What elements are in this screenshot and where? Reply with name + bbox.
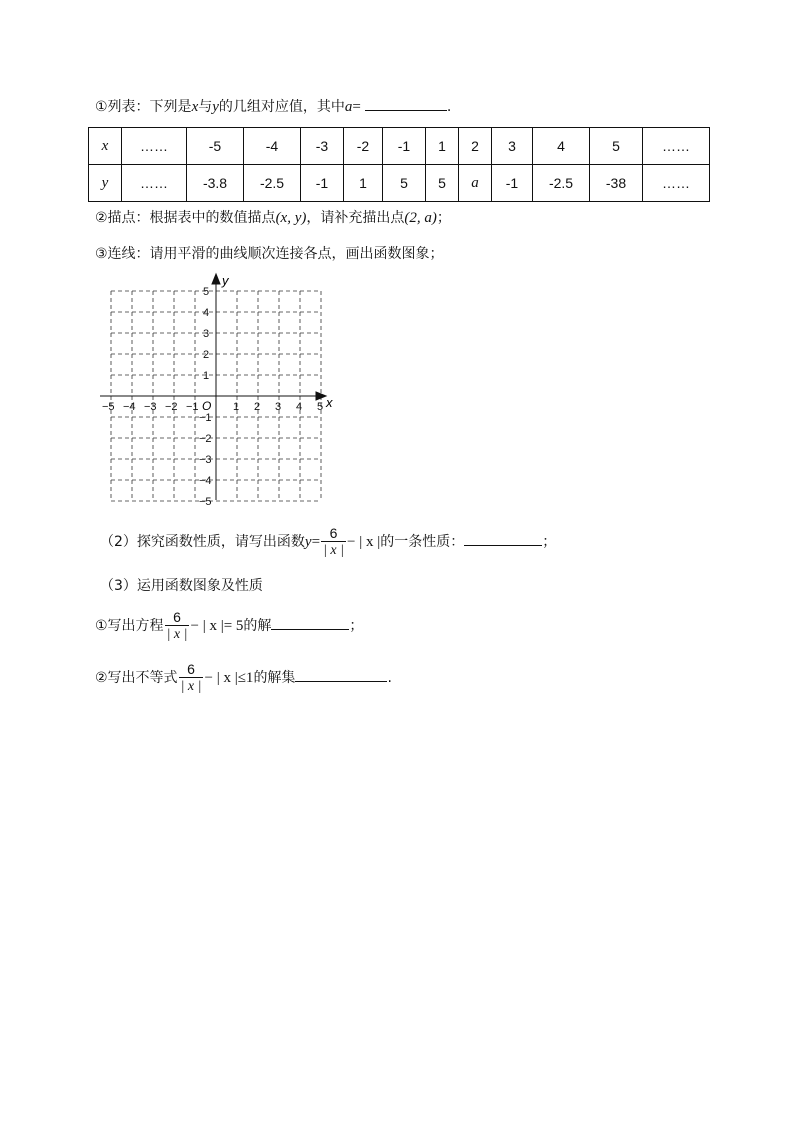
x-tick-label: −4 <box>123 401 136 413</box>
p3b-end: . <box>387 670 392 686</box>
y-axis-label: y <box>222 273 229 288</box>
x-tick-labels <box>102 401 323 413</box>
q1-mid2: 的几组对应值，其中 <box>218 99 345 115</box>
table-cell: -2.5 <box>244 165 301 202</box>
x-tick-label: −5 <box>102 401 115 413</box>
x-tick-label: −2 <box>165 401 178 413</box>
part2-end: ； <box>542 534 557 550</box>
table-cell: 3 <box>492 128 533 165</box>
fraction-numerator: 6 <box>187 661 195 677</box>
q1-end: . <box>446 99 452 115</box>
value-table <box>88 127 710 202</box>
table-cell: 1 <box>426 128 459 165</box>
row-label-y: y <box>89 165 122 202</box>
table-cell: …… <box>122 165 187 202</box>
p3a-label: ①写出方程 <box>95 618 164 634</box>
p3a-line <box>95 606 363 646</box>
fraction-denominator: | x | <box>323 543 344 558</box>
answer-blank-a[interactable] <box>365 96 447 111</box>
table-cell: -1 <box>492 165 533 202</box>
fraction-denominator: | x | <box>166 627 188 642</box>
part2-minus: − | x | <box>346 534 381 550</box>
part2-lhs: y <box>304 534 312 550</box>
p3b-line <box>95 658 392 698</box>
answer-blank-equation[interactable] <box>271 615 349 630</box>
table-cell: -3 <box>301 128 344 165</box>
var-y: y <box>212 99 219 115</box>
y-tick-label: 1 <box>203 370 210 382</box>
y-tick-labels <box>199 286 212 508</box>
fraction-numerator: 6 <box>173 609 181 625</box>
x-tick-label: 2 <box>254 401 261 413</box>
y-tick-label: 2 <box>203 349 210 361</box>
table-cell: -3.8 <box>187 165 244 202</box>
origin-label: O <box>202 399 212 413</box>
table-cell: -4 <box>244 128 301 165</box>
q1-label: ①列表：下列是 <box>95 99 192 115</box>
table-cell: 5 <box>383 165 426 202</box>
answer-blank-inequality[interactable] <box>295 667 387 682</box>
table-cell: -2 <box>344 128 383 165</box>
part2-label: （2）探究函数性质，请写出函数 <box>100 534 305 550</box>
table-cell: 5 <box>590 128 643 165</box>
q2-label: ②描点：根据表中的数值描点 <box>95 210 276 226</box>
fraction-denominator: | x | <box>180 679 202 694</box>
fraction <box>179 661 204 695</box>
fraction-numerator: 6 <box>329 525 338 541</box>
axes <box>100 274 326 500</box>
y-tick-label: −4 <box>199 475 212 487</box>
table-cell: 4 <box>533 128 590 165</box>
p3b-label: ②写出不等式 <box>95 670 178 686</box>
q3-line <box>95 244 444 264</box>
table-cell: -38 <box>590 165 643 202</box>
p3a-rest: − | x |= 5 <box>190 618 244 634</box>
table-cell: …… <box>643 128 710 165</box>
part2-eq: = <box>311 534 321 550</box>
table-cell: -2.5 <box>533 165 590 202</box>
table-cell: 5 <box>426 165 459 202</box>
p3b-rest: − | x |≤1 <box>204 670 254 686</box>
q1-line <box>95 96 451 117</box>
y-tick-label: −3 <box>199 454 212 466</box>
q2-mid: ，请补充描出点 <box>306 210 405 226</box>
x-tick-label: 4 <box>296 401 303 413</box>
q1-eq: = <box>352 99 361 115</box>
p3b-tail: 的解集 <box>253 670 296 686</box>
y-axis-arrow <box>212 274 220 284</box>
table-cell: 2 <box>459 128 492 165</box>
q3-label: ③连线：请用平滑的曲线顺次连接各点，画出函数图象； <box>95 246 444 262</box>
y-tick-label: −1 <box>199 412 212 424</box>
x-tick-label: 5 <box>317 401 324 413</box>
y-tick-label: −5 <box>199 496 212 508</box>
x-tick-label: −1 <box>186 401 199 413</box>
table-cell: -5 <box>187 128 244 165</box>
part2-line <box>100 522 556 562</box>
table-row-y <box>89 165 710 202</box>
part2-tail: 的一条性质： <box>380 534 465 550</box>
coordinate-grid[interactable] <box>96 268 340 508</box>
p3a-tail: 的解 <box>243 618 272 634</box>
answer-blank-property[interactable] <box>464 531 542 546</box>
x-tick-label: 3 <box>275 401 282 413</box>
table-cell: 1 <box>344 165 383 202</box>
var-a: a <box>344 99 353 115</box>
y-tick-label: 5 <box>203 286 210 298</box>
table-cell: -1 <box>383 128 426 165</box>
x-axis-label: x <box>326 395 333 410</box>
x-tick-label: −3 <box>144 401 157 413</box>
table-row-x <box>89 128 710 165</box>
table-cell: …… <box>643 165 710 202</box>
y-tick-label: −2 <box>199 433 212 445</box>
table-cell: …… <box>122 128 187 165</box>
p3a-end: ； <box>349 618 364 634</box>
q2-point2: (2, a) <box>404 210 437 226</box>
y-tick-label: 4 <box>203 307 210 319</box>
part3-label: （3）运用函数图象及性质 <box>100 578 263 594</box>
part3-line <box>100 576 263 596</box>
x-tick-label: 1 <box>233 401 240 413</box>
fraction <box>321 525 346 559</box>
q2-end: ； <box>436 210 451 226</box>
fraction <box>165 609 190 643</box>
q1-mid1: 与 <box>198 99 213 115</box>
row-label-x: x <box>89 128 122 165</box>
table-cell: -1 <box>301 165 344 202</box>
table-cell-a: a <box>459 165 492 202</box>
q2-point: (x, y) <box>275 210 307 226</box>
q2-line <box>95 208 451 228</box>
y-tick-label: 3 <box>203 328 210 340</box>
var-x: x <box>191 99 199 115</box>
